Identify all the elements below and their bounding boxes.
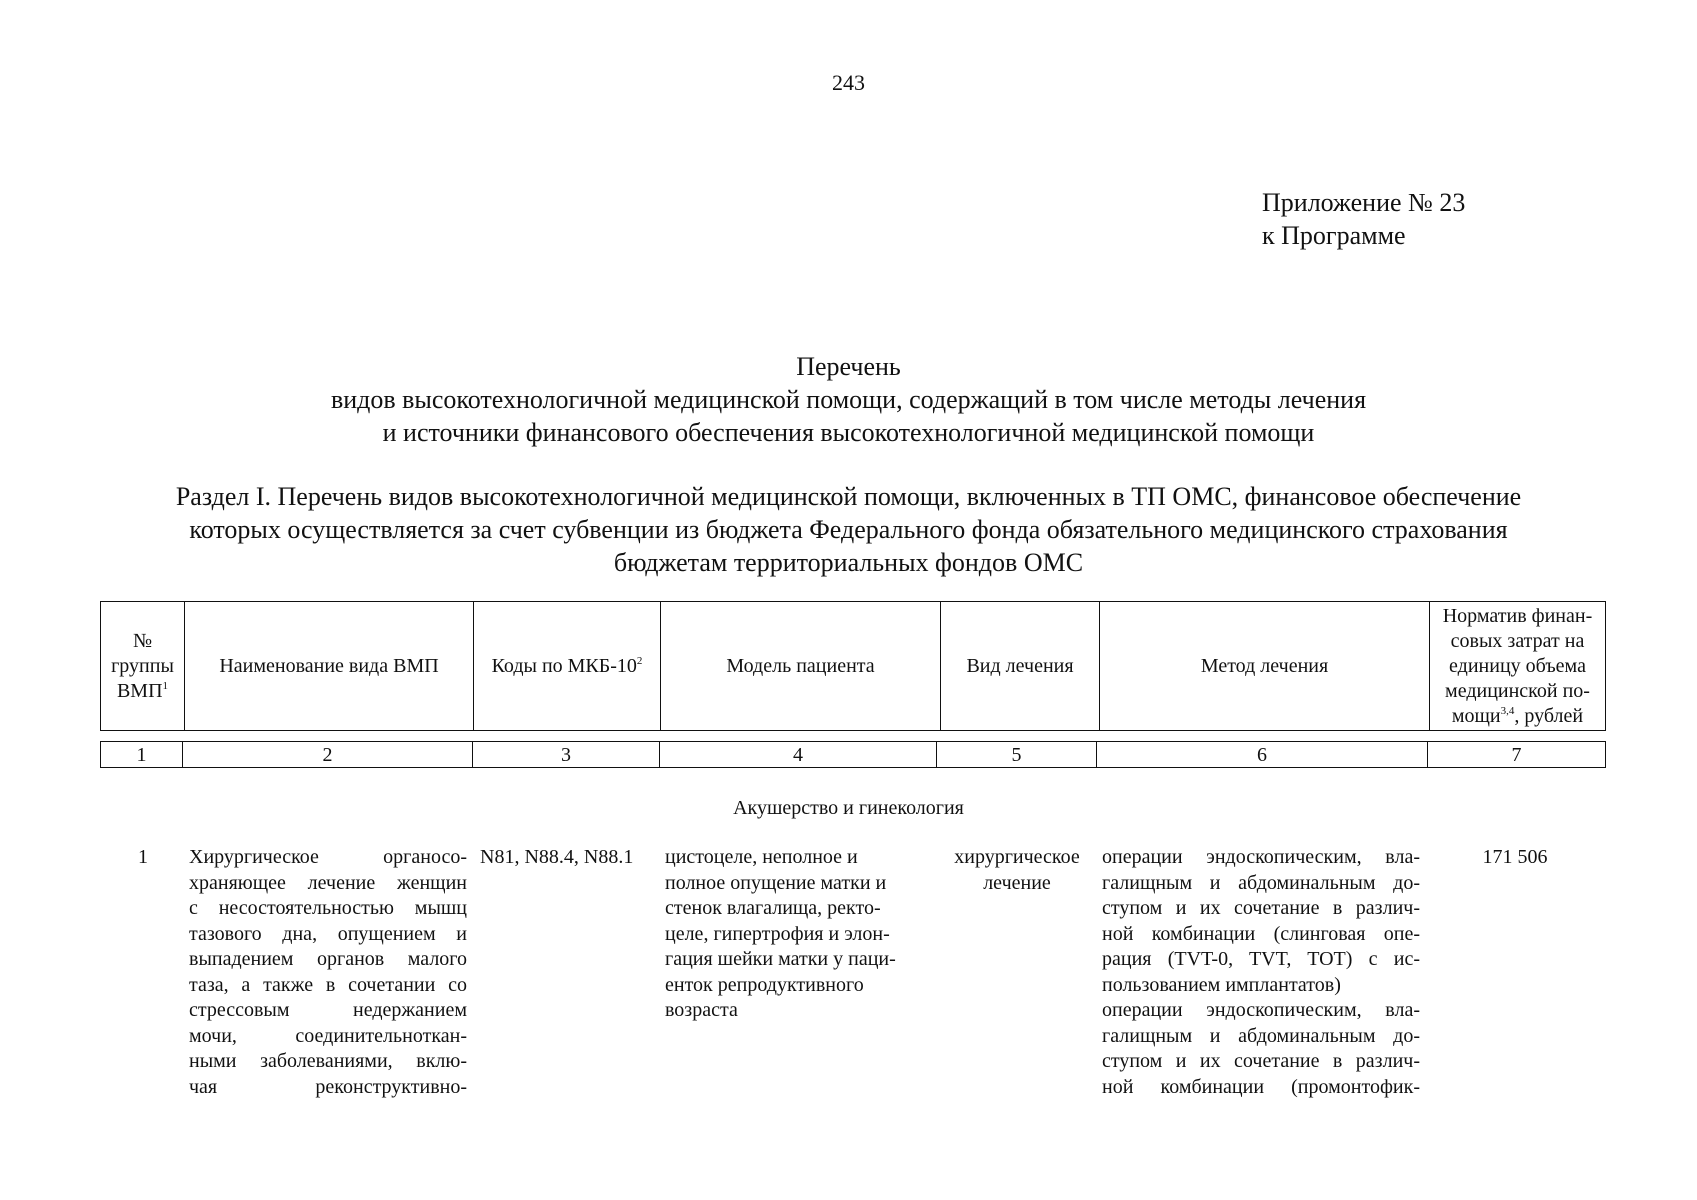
footnote-marker: 3,4 [1500,704,1515,717]
footnote-marker: 1 [162,679,169,692]
text-line: мочи, соединительноткан- [189,1024,467,1047]
header-group-number: № группы ВМП$^1$ [101,602,185,731]
text-line: галищным и абдоминальным до- [1102,871,1420,894]
text-line: ной комбинации (промонтофик- [1102,1075,1420,1098]
header-codes: Коды по МКБ-$10^2$ [474,602,661,731]
text-line: тазового дна, опущением и [189,922,467,945]
row-icd-codes: N81, N88.4, N88.1 [480,846,634,868]
header-row [101,602,1606,731]
text-line: операции эндоскопическим, вла- [1102,846,1420,868]
text-line: Хирургическое органосо- [189,846,467,868]
text-line: цистоцеле, неполное и [665,846,858,868]
column-number: 6 [1097,742,1428,768]
text-line: операции эндоскопическим, вла- [1102,999,1420,1021]
footnote-marker: 2 [636,654,643,667]
text-line: ступом и их сочетание в различ- [1102,897,1420,919]
text-line: лечение [983,871,1051,894]
row-patient-model [665,845,935,1024]
column-number: 4 [660,742,937,768]
column-number: 7 [1428,742,1606,768]
title-line-2: видов высокотехнологичной медицинской помощи, содержащий в том числе методы лечения [330,385,1367,414]
row-vmp-name [189,845,467,1100]
text-line: храняющее лечение женщин [189,871,467,894]
column-number: 3 [473,742,660,768]
text-line: пользованием имплантатов) [1102,973,1341,996]
text-line: целе, гипертрофия и элон- [665,922,890,945]
title-line-1: Перечень [796,352,901,381]
text-line: енток репродуктивного [665,973,864,996]
header-method: Метод лечения [1100,602,1430,731]
text-line: чая реконструктивно- [189,1075,467,1098]
group-heading: Акушерство и гинекология [733,797,964,819]
column-number-row [100,741,1606,768]
page-number: 243 [832,70,865,95]
text-line: ной комбинации (слинговая опе- [1102,922,1420,945]
title-line-3: и источники финансового обеспечения высокотехнологичной медицинской помощи [382,418,1315,447]
header-treatment-type: Вид лечения [941,602,1100,731]
text-line: рация (TVT-0, TVT, TOT) с ис- [1102,948,1420,970]
header-model: Модель пациента [661,602,941,731]
text-line: ными заболеваниями, вклю- [189,1050,467,1072]
row-treatment-type [942,845,1092,896]
section-line-3: бюджетам территориальных фондов ОМС [613,548,1084,577]
header-name: Наименование вида ВМП [185,602,474,731]
appendix-line-1: Приложение № 23 [1262,188,1466,217]
table-header [100,601,1606,731]
text-line: хирургическое [954,846,1080,868]
row-group-number: 1 [138,846,148,868]
row-cost-norm: 171 506 [1482,846,1548,868]
appendix-label [1262,186,1465,252]
text-line: гация шейки матки у паци- [665,948,896,970]
column-number: 1 [101,742,183,768]
text-line: возраста [665,999,738,1021]
text-line: выпадением органов малого [189,948,467,970]
text-line: стрессовым недержанием [189,999,467,1021]
text-line: полное опущение матки и [665,871,887,894]
section-heading [100,480,1597,579]
document-title [0,350,1697,449]
column-number: 5 [937,742,1097,768]
header-norm: Норматив финан- совых затрат на единицу объема медицинской по- мощи$^{3,4}$, рублей [1430,602,1606,731]
text-line: галищным и абдоминальным до- [1102,1024,1420,1047]
text-line: стенок влагалища, ректо- [665,897,881,919]
text-line: таза, а также в сочетании со [189,973,467,996]
column-number: 2 [183,742,473,768]
text-line: с несостоятельностью мышц [189,897,467,919]
text-line: ступом и их сочетание в различ- [1102,1050,1420,1072]
row-treatment-method [1102,845,1420,1100]
appendix-line-2: к Программе [1262,221,1406,250]
section-line-2: которых осуществляется за счет субвенции из бюджета Федерального фонда обязательного медицинского страхования [189,515,1508,544]
section-line-1: Раздел I. Перечень видов высокотехнологичной медицинской помощи, включенных в ТП ОМС, финансовое обеспечение [175,482,1522,511]
